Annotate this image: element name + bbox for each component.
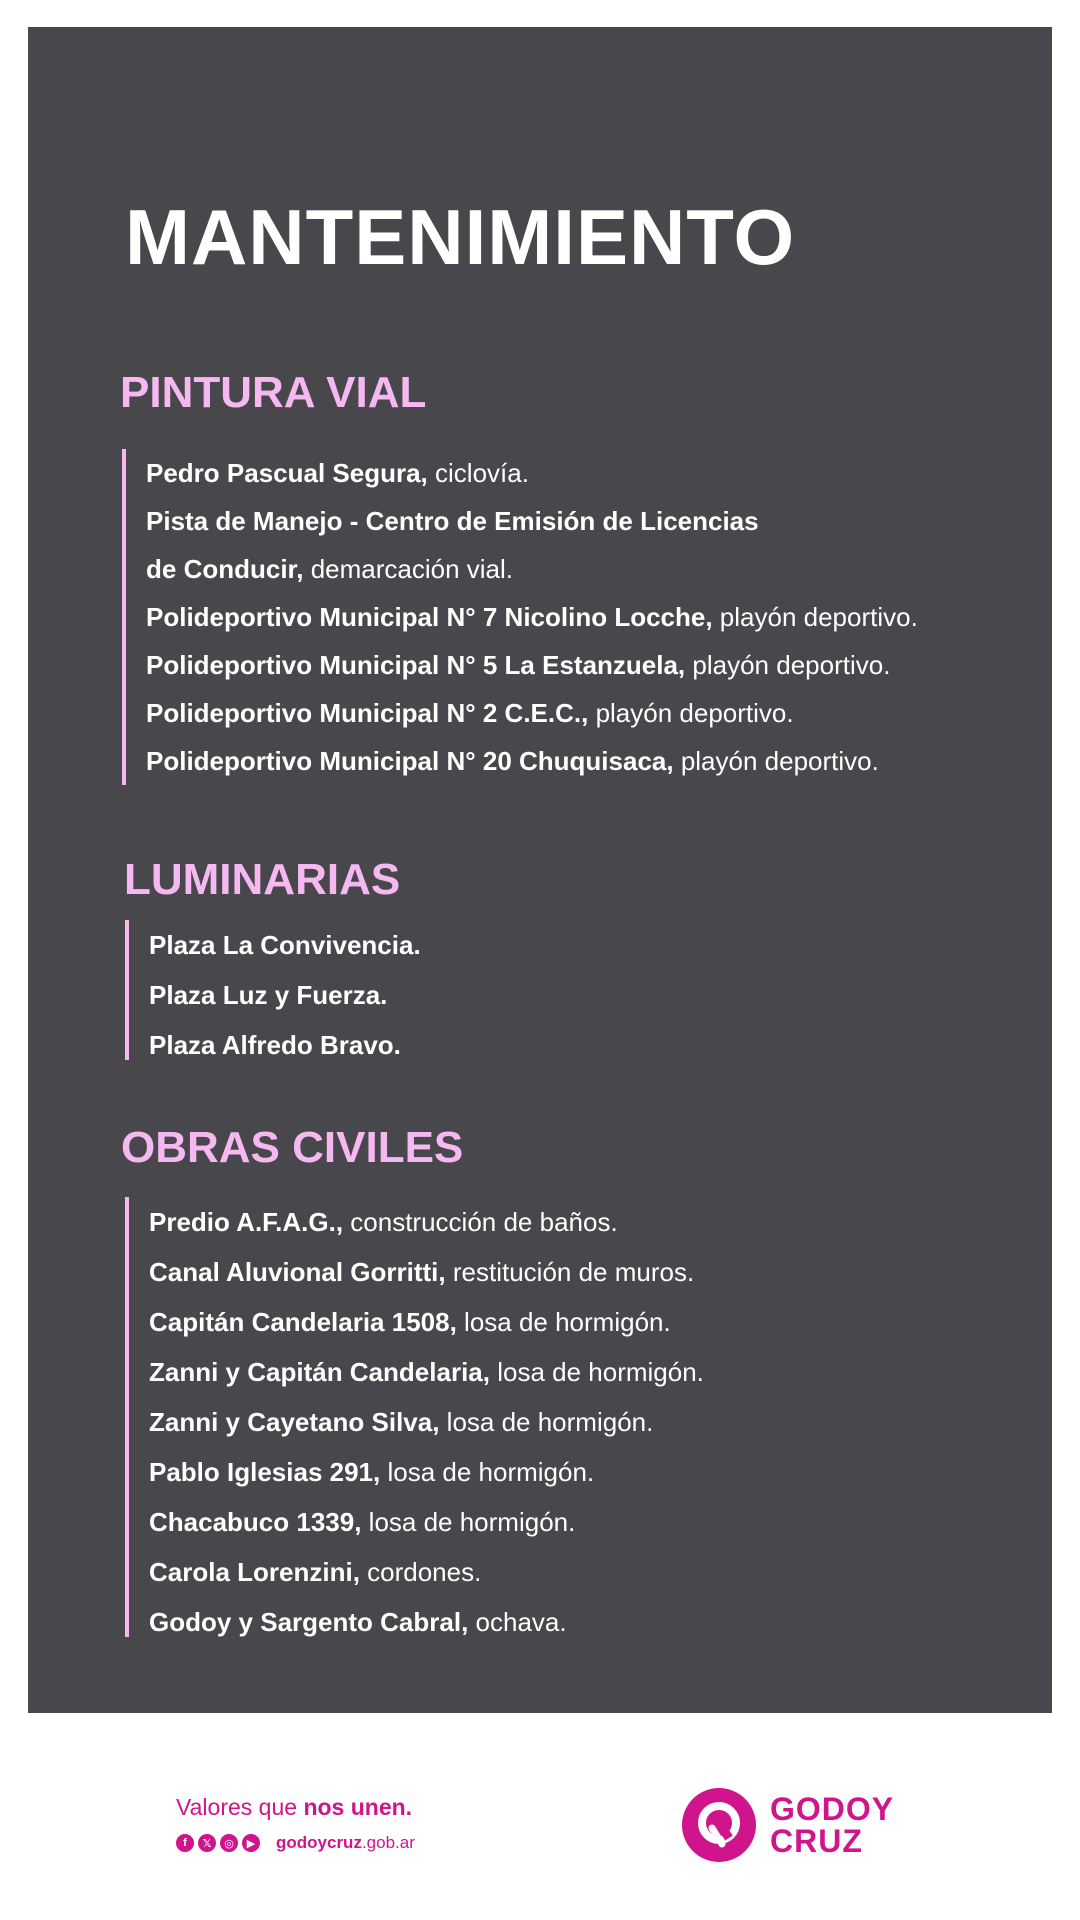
list-item (146, 497, 918, 545)
item-place: Godoy y Sargento Cabral, (149, 1607, 469, 1637)
item-detail: restitución de muros. (445, 1257, 695, 1287)
x-icon[interactable]: 𝕏 (198, 1834, 216, 1852)
item-place: Pablo Iglesias 291, (149, 1457, 381, 1487)
item-detail: playón deportivo. (712, 602, 918, 632)
logo-mark-icon (682, 1788, 756, 1862)
item-place: de Conducir, (146, 554, 304, 584)
section-title-obras-civiles: OBRAS CIVILES (121, 1123, 464, 1172)
item-detail: cordones. (359, 1557, 482, 1587)
item-place: Polideportivo Municipal N° 20 Chuquisaca, (146, 746, 674, 776)
list-item (146, 593, 918, 641)
page-title: MANTENIMIENTO (125, 193, 796, 281)
item-place: Canal Aluvional Gorritti, (149, 1257, 446, 1287)
godoy-cruz-logo (682, 1788, 894, 1862)
website-bold: godoycruz (276, 1833, 362, 1852)
item-place: Capitán Candelaria 1508, (149, 1307, 457, 1337)
website-link[interactable] (276, 1833, 415, 1853)
item-place: Polideportivo Municipal N° 5 La Estanzuela, (146, 650, 686, 680)
list-item (149, 1247, 704, 1297)
obras-civiles-list (125, 1197, 704, 1637)
luminarias-list (125, 920, 421, 1060)
item-place: Zanni y Cayetano Silva, (149, 1407, 440, 1437)
item-place: Chacabuco 1339, (149, 1507, 362, 1537)
list-item (146, 737, 918, 785)
item-place: Polideportivo Municipal N° 2 C.E.C., (146, 698, 589, 728)
item-place: Plaza Alfredo Bravo. (149, 1030, 401, 1060)
item-detail: losa de hormigón. (361, 1507, 576, 1537)
list-item (149, 1447, 704, 1497)
item-detail: ciclovía. (427, 458, 529, 488)
logo-line-2: CRUZ (770, 1823, 863, 1859)
item-detail: playón deportivo. (685, 650, 891, 680)
pintura-vial-list (122, 449, 918, 785)
item-place: Plaza Luz y Fuerza. (149, 980, 388, 1010)
list-item (149, 970, 421, 1020)
logo-text (770, 1793, 894, 1857)
slogan-regular: Valores que (176, 1794, 304, 1820)
item-place: Polideportivo Municipal N° 7 Nicolino Locche, (146, 602, 713, 632)
social-row (176, 1833, 415, 1853)
footer-slogan-block (176, 1796, 415, 1853)
youtube-icon[interactable]: ▶ (242, 1834, 260, 1852)
item-detail: losa de hormigón. (380, 1457, 595, 1487)
list-item (149, 1297, 704, 1347)
list-item (146, 641, 918, 689)
list-item (149, 1547, 704, 1597)
item-place: Plaza La Convivencia. (149, 930, 421, 960)
list-item (149, 1597, 704, 1647)
item-detail: losa de hormigón. (456, 1307, 671, 1337)
item-detail: ochava. (468, 1607, 567, 1637)
section-title-luminarias: LUMINARIAS (124, 855, 401, 904)
item-place: Carola Lorenzini, (149, 1557, 360, 1587)
item-detail: demarcación vial. (303, 554, 514, 584)
list-item (149, 1497, 704, 1547)
logo-line-1: GODOY (770, 1791, 895, 1827)
list-item (149, 1397, 704, 1447)
item-place: Pista de Manejo - Centro de Emisión de Licencias (146, 506, 759, 536)
list-item (146, 689, 918, 737)
item-detail: losa de hormigón. (489, 1357, 704, 1387)
list-item (149, 920, 421, 970)
item-place: Predio A.F.A.G., (149, 1207, 344, 1237)
instagram-icon[interactable]: ◎ (220, 1834, 238, 1852)
item-detail: playón deportivo. (588, 698, 794, 728)
list-item (149, 1020, 421, 1070)
item-detail: losa de hormigón. (439, 1407, 654, 1437)
list-item (146, 545, 918, 593)
list-item (149, 1197, 704, 1247)
list-item (149, 1347, 704, 1397)
slogan-bold: nos unen. (303, 1794, 413, 1820)
item-place: Pedro Pascual Segura, (146, 458, 428, 488)
facebook-icon[interactable]: f (176, 1834, 194, 1852)
item-detail: construcción de baños. (343, 1207, 618, 1237)
slogan (176, 1796, 415, 1819)
item-place: Zanni y Capitán Candelaria, (149, 1357, 490, 1387)
section-title-pintura-vial: PINTURA VIAL (120, 368, 427, 417)
website-rest: .gob.ar (361, 1833, 415, 1852)
item-detail: playón deportivo. (673, 746, 879, 776)
list-item (146, 449, 918, 497)
